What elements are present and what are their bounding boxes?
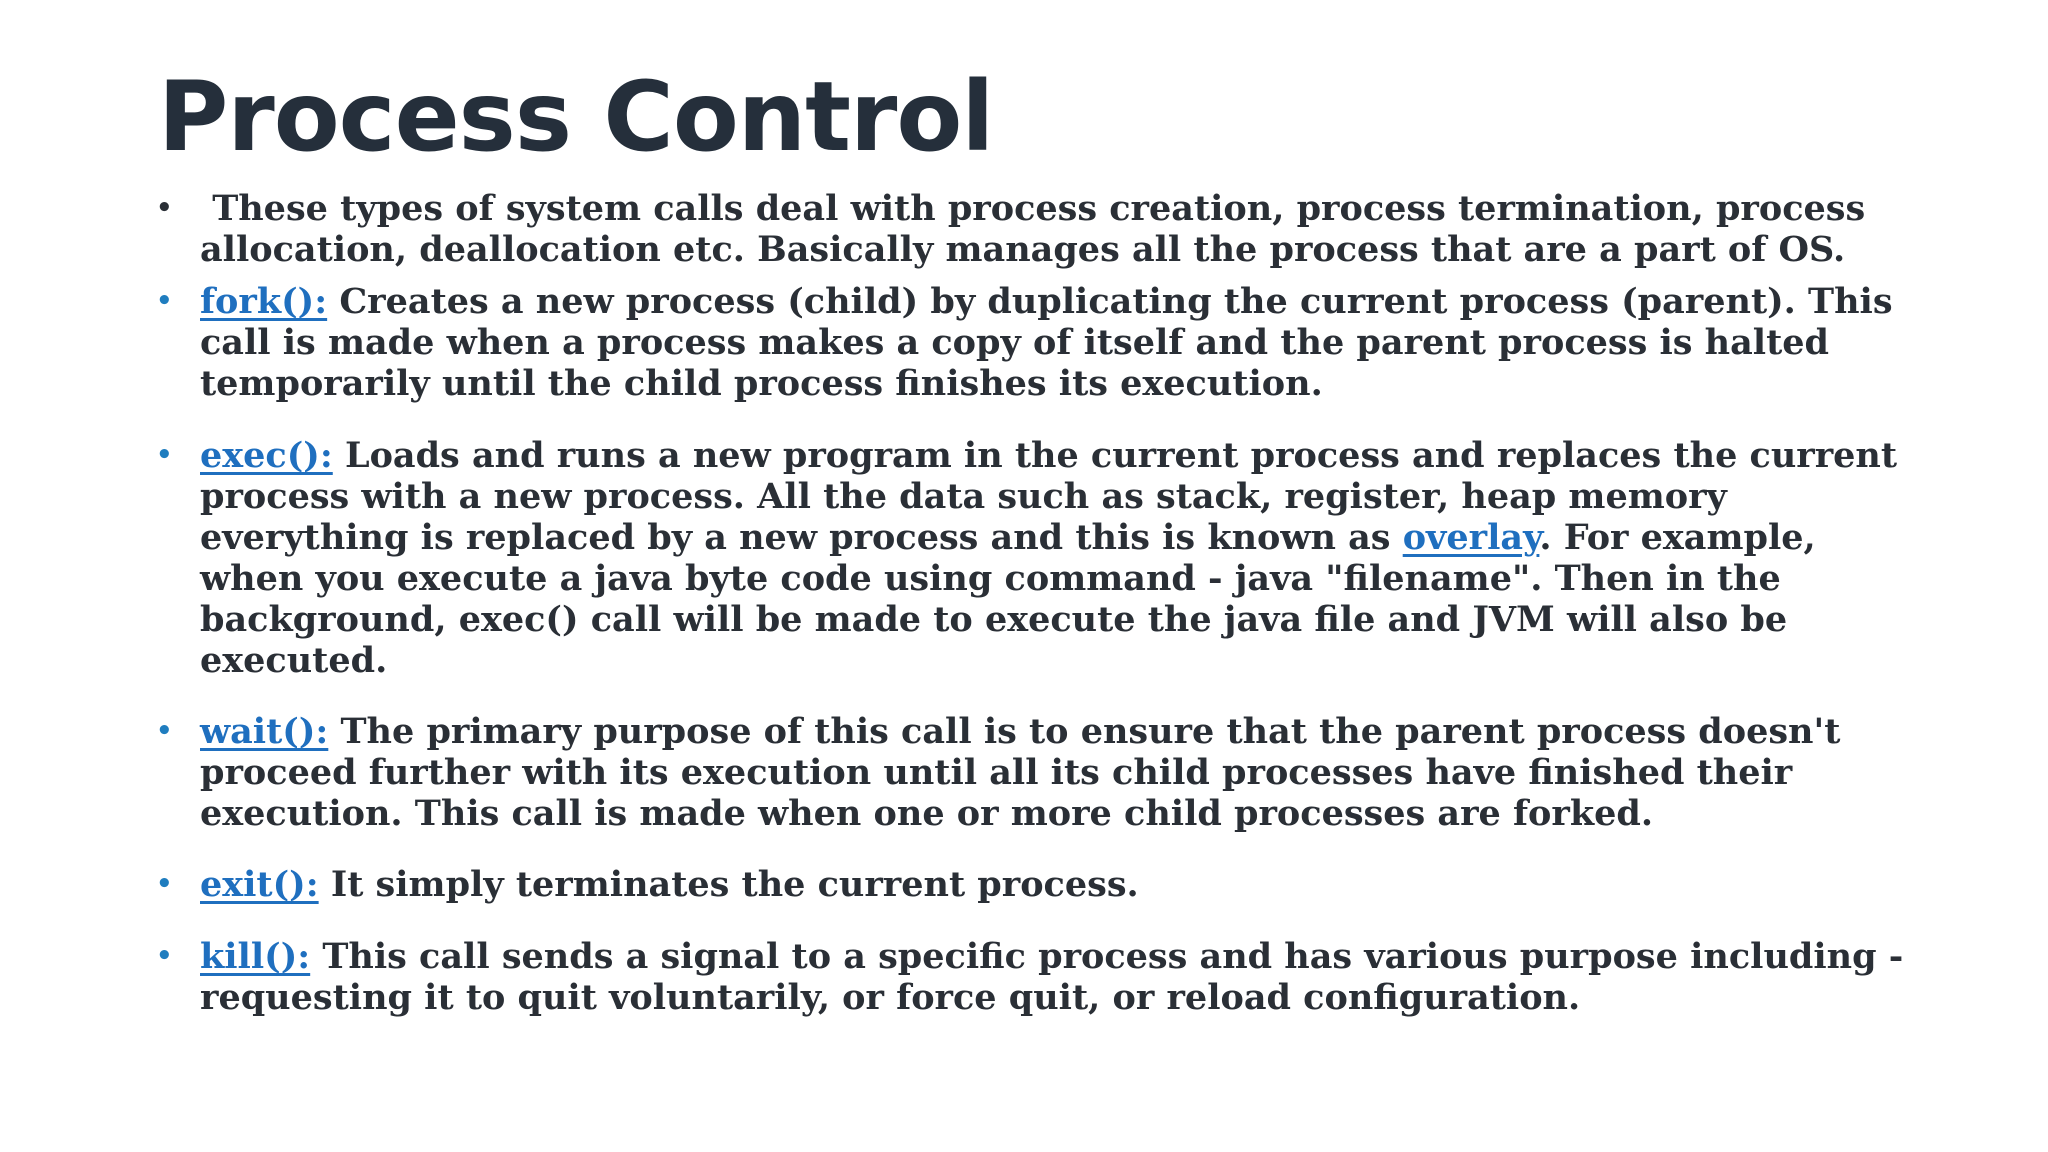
bullet-dot-icon: • — [156, 193, 173, 223]
bullet-item-kill — [156, 936, 1920, 1018]
wait-link[interactable]: wait(): — [200, 711, 329, 752]
bullet-dot-icon: • — [156, 869, 173, 899]
bullet-text-continued: . For example, when you execute a java byte code using command - java "filename". Then in the background, exec() call will be made to execute the java file and JVM will also be executed. — [200, 517, 1816, 681]
bullet-text: It simply terminates the current process. — [330, 864, 1139, 905]
bullet-text: The primary purpose of this call is to ensure that the parent process doesn't proceed further with its execution until all its child processes have finished their execution. This call is made when one or more child processes are forked. — [200, 711, 1841, 834]
bullet-text: This call sends a signal to a specific process and has various purpose including - requesting it to quit voluntarily, or force quit, or reload configuration. — [200, 936, 1904, 1018]
overlay-link[interactable]: overlay — [1402, 517, 1540, 558]
bullet-item-fork — [156, 281, 1920, 404]
bullet-item-exec — [156, 435, 1920, 681]
bullet-item-exit — [156, 864, 1920, 905]
bullet-text: Loads and runs a new program in the current process and replaces the current process with a new process. All the data such as stack, register, heap memory everything is replaced by a new process and this is known as — [200, 435, 1898, 558]
bullet-dot-icon: • — [156, 440, 173, 470]
exit-link[interactable]: exit(): — [200, 864, 319, 905]
bullet-text: Creates a new process (child) by duplicating the current process (parent). This call is made when a process makes a copy of itself and the parent process is halted temporarily until the child process finishes its execution. — [200, 281, 1893, 404]
page-title: Process Control — [158, 61, 994, 173]
bullet-dot-icon: • — [156, 286, 173, 316]
bullet-item-intro — [156, 188, 1920, 270]
bullet-text: These types of system calls deal with process creation, process termination, process allocation, deallocation etc. Basically manages all the process that are a part of OS. — [200, 188, 1866, 270]
bullet-dot-icon: • — [156, 941, 173, 971]
exec-link[interactable]: exec(): — [200, 435, 333, 476]
bullet-item-wait — [156, 711, 1920, 834]
bullet-dot-icon: • — [156, 716, 173, 746]
fork-link[interactable]: fork(): — [200, 281, 328, 322]
kill-link[interactable]: kill(): — [200, 936, 311, 977]
